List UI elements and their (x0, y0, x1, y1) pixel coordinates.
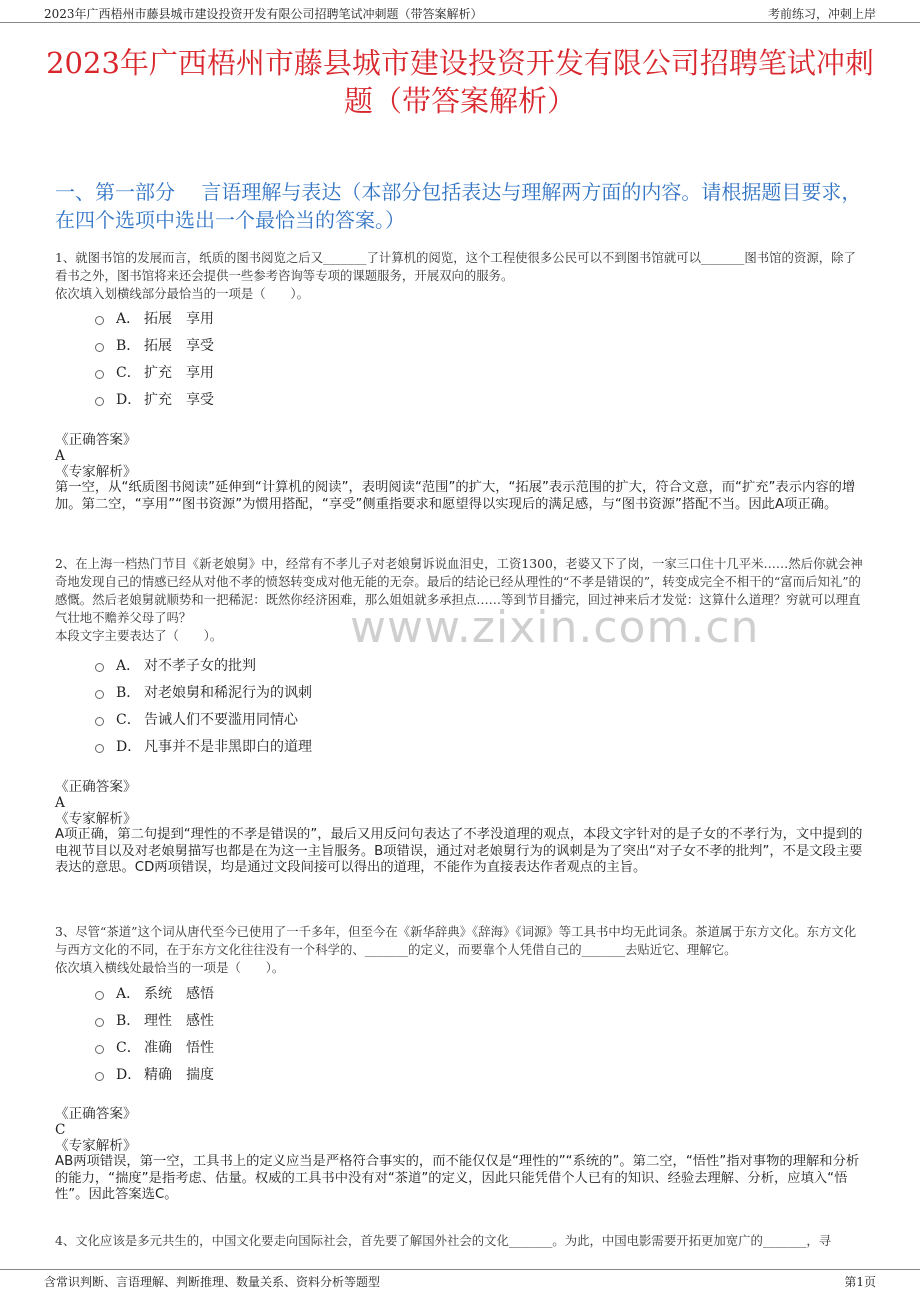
answer-value: C (55, 1122, 66, 1138)
option-a[interactable]: A． 系统 感悟 (95, 979, 214, 1006)
radio-icon[interactable] (95, 690, 104, 699)
question-stem: 4、文化应该是多元共生的，中国文化要走向国际社会，首先要了解国外社会的文化_______。为此，中国电影需要开拓更加宽广的_______，寻 (55, 1233, 832, 1248)
option-a[interactable]: A． 对不孝子女的批判 (95, 651, 312, 678)
option-c[interactable]: C． 告诫人们不要滥用同情心 (95, 705, 312, 732)
option-b[interactable]: B． 理性 感性 (95, 1006, 214, 1033)
watermark: www.zixin.com.cn (350, 602, 760, 653)
question-1-answer (55, 432, 865, 513)
radio-icon[interactable] (95, 370, 104, 379)
question-2-answer (55, 779, 865, 877)
analysis-text: AB两项错误，第一空，工具书上的定义应当是严格符合事实的，而不能仅仅是“理性的”“系统的”。第二空，“悟性”指对事物的理解和分析的能力，“揣度”是指考虑、估量。权威的工具书中没有对“茶道”的定义，因此只能凭借个人已有的知识、经验去理解、分析，应填入“悟性”。因此答案选C。 (55, 1154, 860, 1202)
analysis-label: 《专家解析》 (55, 464, 137, 480)
option-a[interactable]: A． 拓展 享用 (95, 304, 214, 331)
answer-label: 《正确答案》 (55, 432, 137, 448)
page-header (0, 0, 920, 23)
header-slogan: 考前练习，冲刺上岸 (767, 7, 876, 21)
radio-icon[interactable] (95, 991, 104, 1000)
radio-icon[interactable] (95, 1072, 104, 1081)
question-2 (55, 555, 865, 645)
question-2-options (95, 651, 312, 759)
analysis-text: A项正确，第二句提到“理性的不孝是错误的”，最后又用反问句表达了不孝没道理的观点，本段文字针对的是子女的不孝行为，文中提到的电视节目以及对老娘舅描写也都是在为这一主旨服务。B项错误，通过对老娘舅行为的讽刺是为了突出“对子女不孝的批判”，不是文段主要表达的意思。CD两项错误，均是通过文段间接可以得出的道理，不能作为直接表达作者观点的主旨。 (55, 827, 863, 875)
question-3-options (95, 979, 214, 1087)
analysis-label: 《专家解析》 (55, 811, 137, 827)
question-stem: 2、在上海一档热门节目《新老娘舅》中，经常有不孝儿子对老娘舅诉说血泪史，工资1300，老婆又下了岗，一家三口住十几平米……然后你就会神奇地发现自己的情感已经从对他不孝的愤怒转变成对他无能的无奈。最后的结论已经从理性的“不孝是错误的”，转变成完全不相干的“富而后知礼”的感慨。然后老娘舅就顺势和一把稀泥：既然你经济困难，那么姐姐就多承担点……等到节目播完，回过神来后才发觉：这算什么道理？穷就可以理直气壮地不赡养父母了吗？ (55, 556, 863, 625)
radio-icon[interactable] (95, 316, 104, 325)
header-doc-title: 2023年广西梧州市藤县城市建设投资开发有限公司招聘笔试冲刺题（带答案解析） (44, 7, 483, 21)
option-d[interactable]: D． 凡事并不是非黑即白的道理 (95, 732, 312, 759)
question-1-options (95, 304, 214, 412)
question-stem: 1、就图书馆的发展而言，纸质的图书阅览之后又_______了计算机的阅览，这个工程使很多公民可以不到图书馆就可以_______图书馆的资源，除了看书之外，图书馆将来还会提供一些参考咨询等专项的课题服务，开展双向的服务。 (55, 250, 856, 283)
section-heading: 一、第一部分 言语理解与表达（本部分包括表达与理解两方面的内容。请根据题目要求，在四个选项中选出一个最恰当的答案。） (55, 180, 862, 232)
question-3 (55, 923, 865, 977)
answer-value: A (55, 795, 65, 811)
radio-icon[interactable] (95, 1045, 104, 1054)
analysis-text: 第一空，从“纸质图书阅读”延伸到“计算机的阅读”，表明阅读“范围”的扩大，“拓展”表示范围的扩大，符合文意，而“扩充”表示内容的增加。第二空，“享用”“图书资源”为惯用搭配，“享受”侧重指要求和愿望得以实现后的满足感，与“图书资源”搭配不当。因此A项正确。 (55, 480, 856, 512)
question-stem: 3、尽管“茶道”这个词从唐代至今已使用了一千多年，但至今在《新华辞典》《辞海》《词源》等工具书中均无此词条。茶道属于东方文化。东方文化与西方文化的不同，在于东方文化往往没有一个科学的、_______的定义，而要靠个人凭借自己的_______去贴近它、理解它。 (55, 924, 857, 957)
answer-label: 《正确答案》 (55, 779, 137, 795)
radio-icon[interactable] (95, 1018, 104, 1027)
question-prompt: 依次填入横线处最恰当的一项是（ ）。 (55, 960, 285, 975)
radio-icon[interactable] (95, 663, 104, 672)
option-b[interactable]: B． 对老娘舅和稀泥行为的讽刺 (95, 678, 312, 705)
analysis-label: 《专家解析》 (55, 1138, 137, 1154)
option-d[interactable]: D． 扩充 享受 (95, 385, 214, 412)
option-c[interactable]: C． 扩充 享用 (95, 358, 214, 385)
page-footer (0, 1269, 920, 1303)
answer-value: A (55, 448, 65, 464)
radio-icon[interactable] (95, 397, 104, 406)
question-3-answer (55, 1106, 865, 1204)
radio-icon[interactable] (95, 717, 104, 726)
question-4 (55, 1232, 865, 1250)
question-prompt: 依次填入划横线部分最恰当的一项是（ ）。 (55, 286, 310, 301)
question-prompt: 本段文字主要表达了（ ）。 (55, 628, 223, 643)
footer-topics: 含常识判断、言语理解、判断推理、数量关系、资料分析等题型 (44, 1275, 381, 1289)
radio-icon[interactable] (95, 744, 104, 753)
document-title: 2023年广西梧州市藤县城市建设投资开发有限公司招聘笔试冲刺题（带答案解析） (46, 46, 874, 118)
option-b[interactable]: B． 拓展 享受 (95, 331, 214, 358)
question-1 (55, 249, 865, 303)
option-c[interactable]: C． 准确 悟性 (95, 1033, 214, 1060)
radio-icon[interactable] (95, 343, 104, 352)
option-d[interactable]: D． 精确 揣度 (95, 1060, 214, 1087)
answer-label: 《正确答案》 (55, 1106, 137, 1122)
page-number: 第1页 (844, 1275, 876, 1289)
